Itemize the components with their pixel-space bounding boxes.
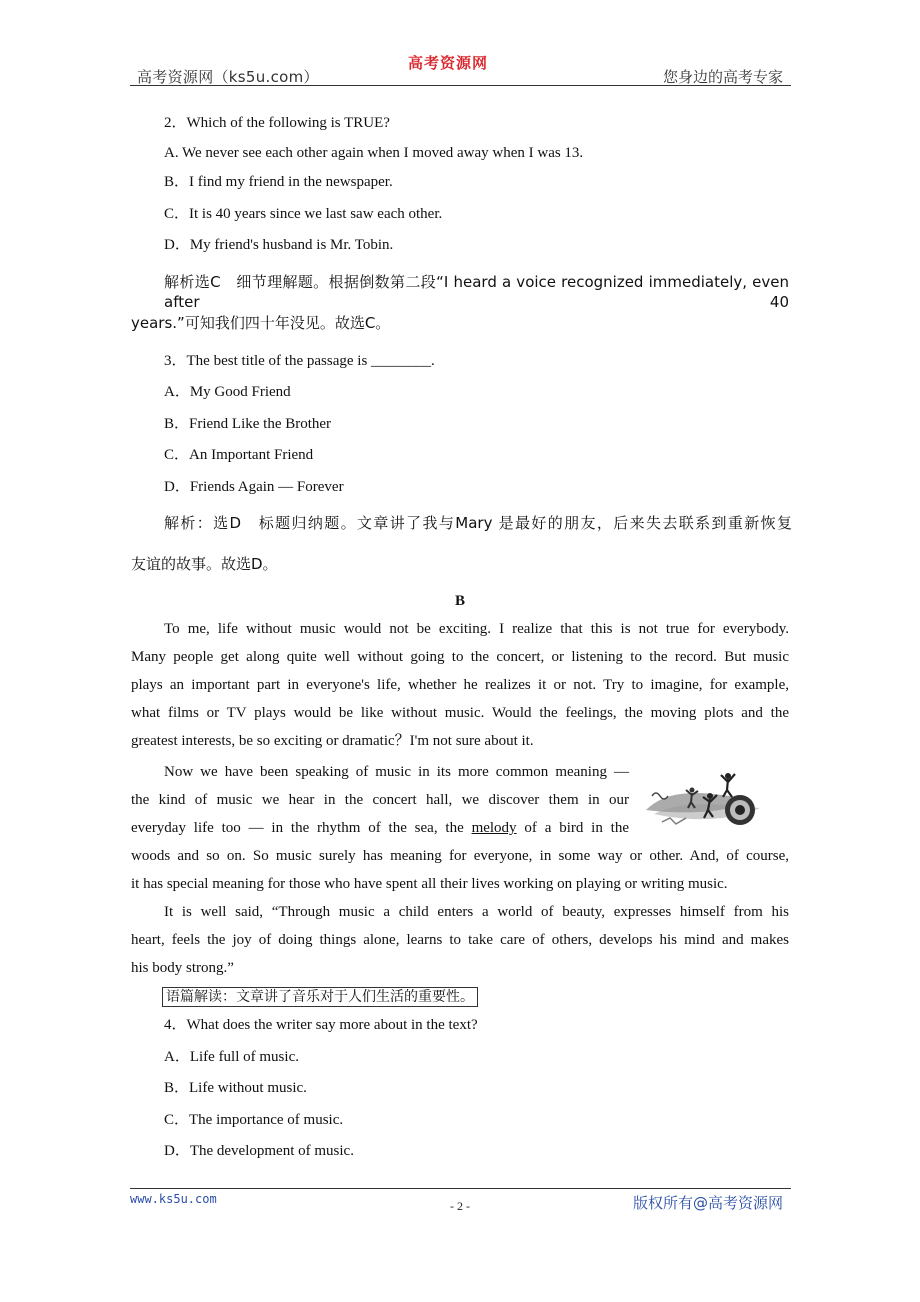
q3-analysis-line-2: 友谊的故事。故选D。 [131, 555, 278, 573]
q2-analysis-line-2: years.”可知我们四十年没见。故选C。 [131, 314, 391, 332]
header-divider [130, 85, 791, 86]
p3-line-1: It is well said, “Through music a child enters a world of beauty, expresses himself from his [164, 904, 789, 920]
q2-option-a: A. We never see each other again when I moved away when I was 13. [164, 145, 584, 161]
p3-line-2: heart, feels the joy of doing things alone, learns to take care of others, develops his mind and makes [131, 932, 789, 948]
p1-line-1: To me, life without music would not be exciting. I realize that this is not true for everybody. [164, 621, 789, 637]
p1-line-2: Many people get along quite well without going to the concert, or listening to the record. But music [131, 649, 789, 665]
q3-option-c: C．An Important Friend [164, 447, 314, 463]
music-illustration [640, 766, 774, 836]
footer-divider [130, 1188, 791, 1189]
p2-line-1: Now we have been speaking of music in its more common meaning — [164, 764, 629, 780]
music-illustration-graphic [640, 766, 774, 836]
q3-stem: 3．The best title of the passage is ________. [164, 353, 435, 369]
header-site-name: 高考资源网（ks5u.com） [137, 68, 319, 86]
p2-line-2: the kind of music we hear in the concert hall, we discover them in our [131, 792, 629, 808]
q4-option-b: B．Life without music. [164, 1080, 307, 1096]
q3-analysis-line-1: 解析：选D 标题归纳题。文章讲了我与Mary 是最好的朋友，后来失去联系到重新恢复 [164, 514, 792, 532]
section-b-title: B [454, 593, 465, 609]
melody-word: melody [471, 820, 517, 836]
p1-line-3: plays an important part in everyone's life, whether he realizes it or not. Try to imagine, for example, [131, 677, 789, 693]
q4-option-d: D．The development of music. [164, 1143, 354, 1159]
p2-line-3-end: of a bird in the [516, 820, 629, 836]
q3-option-d: D．Friends Again — Forever [164, 479, 344, 495]
q2-analysis-line-1: 解析选C 细节理解题。根据倒数第二段“I heard a voice recognized immediately, even after 40 [164, 273, 789, 311]
q2-option-b: B．I find my friend in the newspaper. [164, 174, 393, 190]
p1-line-4: what films or TV plays would be like without music. Would the feelings, the moving plots and the [131, 705, 789, 721]
p2-line-3 [131, 818, 629, 838]
p3-line-3: his body strong.” [131, 960, 234, 976]
passage-summary: 语篇解读：文章讲了音乐对于人们生活的重要性。 [162, 987, 478, 1007]
q3-option-b: B．Friend Like the Brother [164, 416, 332, 432]
q2-option-d: D．My friend's husband is Mr. Tobin. [164, 237, 394, 253]
q3-option-a: A．My Good Friend [164, 384, 291, 400]
p2-line-4: woods and so on. So music surely has meaning for everyone, in some way or other. And, of course, [131, 848, 789, 864]
page-number: - 2 - [450, 1199, 470, 1213]
header-slogan: 您身边的高考专家 [662, 68, 783, 86]
p1-line-5: greatest interests, be so exciting or dramatic？I'm not sure about it. [131, 733, 534, 749]
header-logo: 高考资源网 [408, 54, 489, 72]
p2-line-3-start: everyday life too — in the rhythm of the sea, the [131, 820, 472, 836]
q4-stem: 4．What does the writer say more about in the text? [164, 1017, 478, 1033]
q2-stem: 2．Which of the following is TRUE? [164, 115, 390, 131]
footer-copyright: 版权所有@高考资源网 [632, 1194, 783, 1212]
p2-line-5: it has special meaning for those who have spent all their lives working on playing or writing music. [131, 876, 728, 892]
q4-option-c: C．The importance of music. [164, 1112, 344, 1128]
q2-option-c: C．It is 40 years since we last saw each other. [164, 206, 443, 222]
footer-site-link[interactable]: www.ks5u.com [130, 1192, 217, 1206]
q4-option-a: A．Life full of music. [164, 1049, 299, 1065]
